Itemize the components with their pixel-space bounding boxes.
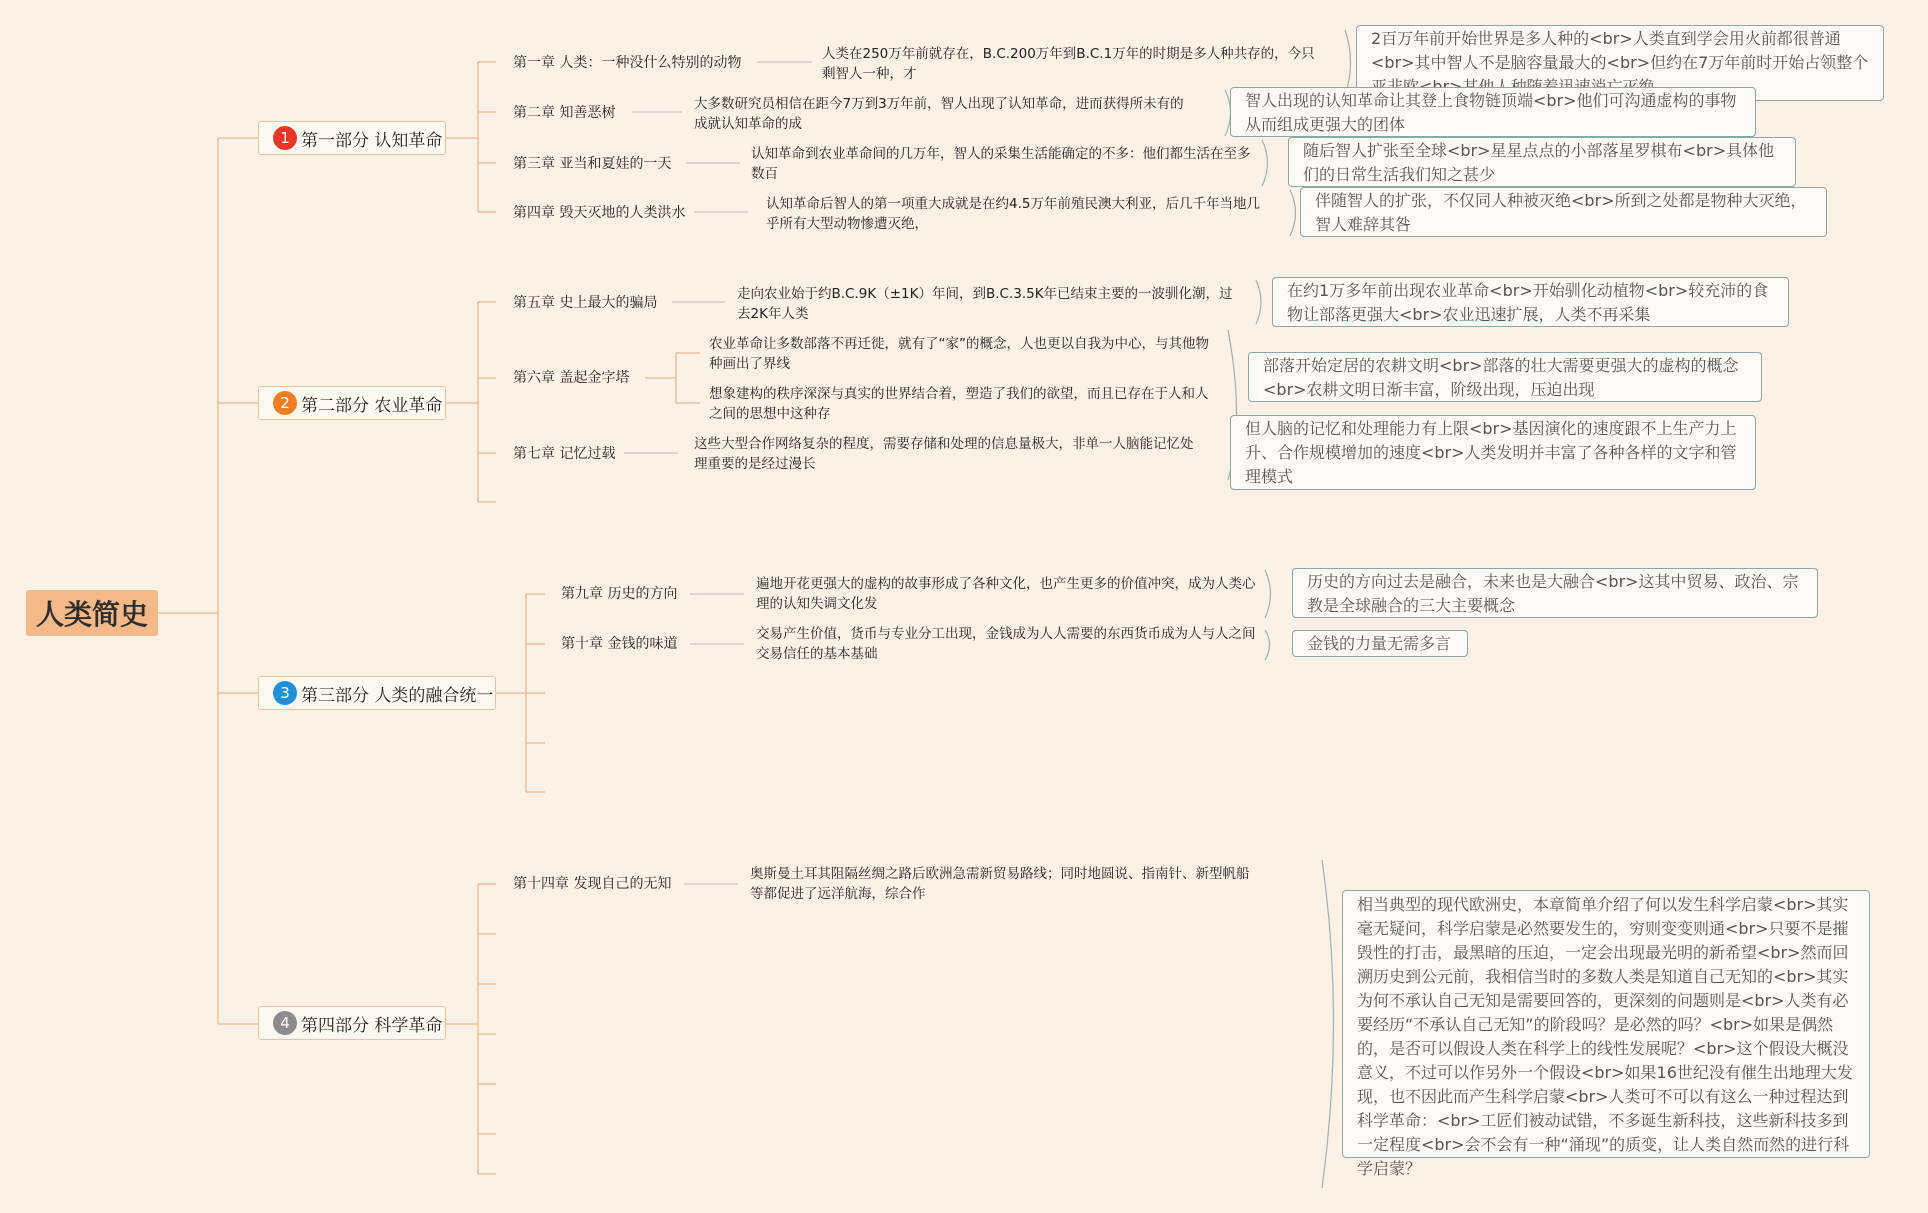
part-label: 第二部分 农业革命 <box>301 395 443 416</box>
chapter-1[interactable]: 第一章 人类：一种没什么特别的动物 <box>513 55 742 71</box>
part-label: 第四部分 科学革命 <box>301 1015 443 1036</box>
chapter-9[interactable]: 第九章 历史的方向 <box>561 586 678 602</box>
part-label: 第一部分 认知革命 <box>301 130 443 151</box>
root-node[interactable] <box>26 590 158 636</box>
part-3-node[interactable] <box>258 676 496 710</box>
chapter-5-note: 在约1万多年前出现农业革命<br>开始驯化动植物<br>较充沛的食物让部落更强大<br>农业迅速扩展，人类不再采集 <box>1272 277 1789 327</box>
chapter-1-note: 2百万年前开始世界是多人种的<br>人类直到学会用火前都很普通<br>其中智人不是脑容量最大的<br>但约在7万年前时开始占领整个 <box>1356 25 1884 101</box>
chapter-6-note: 部落开始定居的农耕文明<br>部落的壮大需要更强大的虚构的概念<br>农耕文明日渐丰富，阶级出现，压迫出现 <box>1248 352 1762 402</box>
chapter-4[interactable]: 第四章 毁天灭地的人类洪水 <box>513 205 686 221</box>
chapter-3-desc: 认知革命到农业革命间的几万年，智人的采集生活能确定的不多：他们都生活在至多数百 <box>751 146 1251 182</box>
chapter-7[interactable]: 第七章 记忆过载 <box>513 446 616 462</box>
badge-2: 2 <box>273 391 297 415</box>
chapter-4-desc: 认知革命后智人的第一项重大成就是在约4.5万年前殖民澳大利亚，后几千年当地几乎所有大型动物惨遭灭绝， <box>766 196 1260 232</box>
chapter-14-desc: 奥斯曼土耳其阻隔丝绸之路后欧洲急需新贸易路线；同时地圆说、指南针、新型帆船等都促进了远洋航海，综合作 <box>750 866 1250 902</box>
root-title: 人类简史 <box>35 598 148 631</box>
chapter-3[interactable]: 第三章 亚当和夏娃的一天 <box>513 156 672 172</box>
chapter-10-desc: 交易产生价值，货币与专业分工出现，金钱成为人人需要的东西货币成为人与人之间交易信任的基本基础 <box>756 626 1256 662</box>
chapter-10[interactable]: 第十章 金钱的味道 <box>561 636 678 652</box>
chapter-4-note: 伴随智人的扩张，不仅同人种被灭绝<br>所到之处都是物种大灭绝，智人难辞其咎 <box>1300 187 1827 237</box>
badge-1: 1 <box>273 126 297 150</box>
part-1-node[interactable] <box>258 121 446 155</box>
chapter-14-note: 相当典型的现代欧洲史，本章简单介绍了何以发生科学启蒙<br>其实毫无疑问，科学启蒙是必然要发生的，穷则变变则通<br>只要不是摧毁性的打击，最黑暗的压迫，一定会出现最光明的新希望<br>然而回溯历史到公元前，我相信当时的多数人类是知道自己无知的<br>其实为何不承认自己无知是需要回答的，更深刻的问题则是<br>人类有必要经历“不承认自己无知”的阶段吗？是必然的吗？<br>如果是偶然的，是否可以假设人类在科学上的线性发展呢？<br>这个假设大概没意义，不过可以作另外一个假设<br>如果16世纪没有催生出地理大发现，也不因此而产生科学启蒙<br>人类可不可以有这么一种过程达到科学革命：<br>工匠们被动试错，不多诞生新科技，这些新科技多到一定程度<br>会不会有一种“涌现”的质变，让人类自然而然的进行科学启蒙？ <box>1342 890 1870 1158</box>
chapter-7-desc: 这些大型合作网络复杂的程度，需要存储和处理的信息量极大，非单一人脑能记忆处理重要的是经过漫长 <box>694 436 1194 472</box>
chapter-10-note: 金钱的力量无需多言 <box>1292 630 1468 657</box>
chapter-1-desc: 人类在250万年前就存在，B.C.200万年到B.C.1万年的时期是多人种共存的，今只剩智人一种，才 <box>822 46 1315 82</box>
chapter-2-note: 智人出现的认知革命让其登上食物链顶端<br>他们可沟通虚构的事物从而组成更强大的团体 <box>1230 87 1756 137</box>
chapter-7-note: 但人脑的记忆和处理能力有上限<br>基因演化的速度跟不上生产力上升、合作规模增加的速度<br>人类发明并丰富了各种各样的文字和管理模式 <box>1230 415 1756 490</box>
chapter-6[interactable]: 第六章 盖起金字塔 <box>513 370 630 386</box>
badge-3: 3 <box>273 681 297 705</box>
part-label: 第三部分 人类的融合统一 <box>301 685 494 706</box>
chapter-9-note: 历史的方向过去是融合，未来也是大融合<br>这其中贸易、政治、宗教是全球融合的三大主要概念 <box>1292 568 1818 618</box>
chapter-3-note: 随后智人扩张至全球<br>星星点点的小部落星罗棋布<br>具体他们的日常生活我们知之甚少 <box>1288 137 1796 187</box>
chapter-2[interactable]: 第二章 知善恶树 <box>513 105 616 121</box>
chapter-9-desc: 遍地开花更强大的虚构的故事形成了各种文化，也产生更多的价值冲突，成为人类心理的认知失调文化发 <box>756 576 1256 612</box>
chapter-5[interactable]: 第五章 史上最大的骗局 <box>513 295 658 311</box>
chapter-6-desc-a: 农业革命让多数部落不再迁徙，就有了“家”的概念，人也更以自我为中心，与其他物种画出了界线 <box>709 336 1209 372</box>
part-2-node[interactable] <box>258 386 446 420</box>
chapter-6-desc-b: 想象建构的秩序深深与真实的世界结合着，塑造了我们的欲望，而且已存在于人和人之间的思想中这种存 <box>709 386 1209 422</box>
chapter-2-desc: 大多数研究员相信在距今7万到3万年前，智人出现了认知革命，进而获得所未有的成就认知革命的成 <box>694 96 1184 132</box>
badge-4: 4 <box>273 1011 297 1035</box>
chapter-14[interactable]: 第十四章 发现自己的无知 <box>513 876 672 892</box>
part-4-node[interactable] <box>258 1006 446 1040</box>
chapter-5-desc: 走向农业始于约B.C.9K（±1K）年间，到B.C.3.5K年已结束主要的一波驯化潮，过去2K年人类 <box>737 286 1233 322</box>
